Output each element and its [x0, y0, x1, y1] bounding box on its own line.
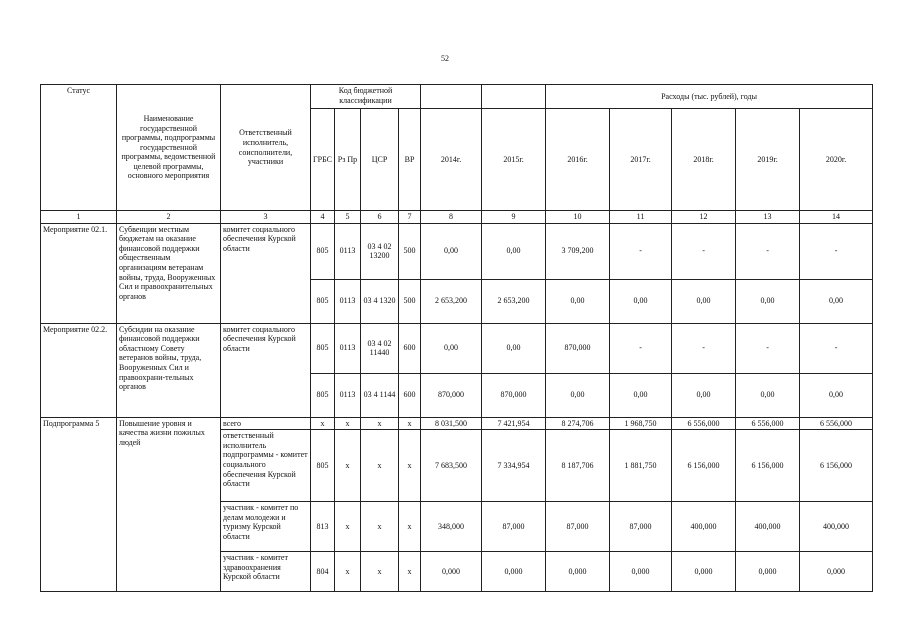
- rzpr-cell: 0113: [335, 323, 361, 373]
- value-cell: 0,00: [421, 323, 482, 373]
- value-cell: 0,000: [546, 552, 610, 592]
- column-numbers-row: [41, 211, 873, 224]
- status-cell: Мероприятие 02.1.: [41, 223, 117, 323]
- vr-cell: 500: [399, 279, 421, 323]
- rzpr-cell: 0113: [335, 373, 361, 417]
- budget-table: [40, 84, 873, 592]
- grbs-cell: 804: [311, 552, 335, 592]
- value-cell: 7 334,954: [482, 430, 546, 502]
- column-number: 6: [361, 211, 399, 224]
- vr-cell: 600: [399, 373, 421, 417]
- rzpr-cell: x: [335, 552, 361, 592]
- value-cell: 6 156,000: [800, 430, 873, 502]
- csr-cell: x: [361, 502, 399, 552]
- header-year: 2017г.: [610, 109, 672, 211]
- value-cell: 87,000: [546, 502, 610, 552]
- header-blank-2014: [421, 85, 482, 109]
- csr-cell: 03 4 02 11440: [361, 323, 399, 373]
- header-year: 2016г.: [546, 109, 610, 211]
- value-cell: -: [736, 223, 800, 279]
- column-number: 4: [311, 211, 335, 224]
- executor-cell: всего: [221, 417, 311, 430]
- value-cell: 6 556,000: [800, 417, 873, 430]
- value-cell: 7 683,500: [421, 430, 482, 502]
- value-cell: 8 187,706: [546, 430, 610, 502]
- table-row: [41, 417, 873, 430]
- column-number: 12: [672, 211, 736, 224]
- csr-cell: x: [361, 417, 399, 430]
- header-grbs: ГРБС: [311, 109, 335, 211]
- value-cell: 0,00: [736, 279, 800, 323]
- value-cell: 0,00: [672, 279, 736, 323]
- rzpr-cell: x: [335, 430, 361, 502]
- column-number: 11: [610, 211, 672, 224]
- rzpr-cell: x: [335, 502, 361, 552]
- value-cell: 0,00: [482, 323, 546, 373]
- header-year: 2014г.: [421, 109, 482, 211]
- grbs-cell: 805: [311, 223, 335, 279]
- name-cell: Субсидии на оказание финансовой поддержки областному Совету ветеранов войны, труда, Вооруженных Сил и правоохрани-тельных органов: [117, 323, 221, 417]
- header-name: Наименование государственной программы, подпрограммы государственной программы, ведомственной целевой программы, основного мероприятия: [117, 85, 221, 211]
- grbs-cell: 805: [311, 279, 335, 323]
- table-row: [41, 323, 873, 373]
- header-blank-2015: [482, 85, 546, 109]
- value-cell: -: [800, 223, 873, 279]
- name-cell: Повышение уровня и качества жизни пожилых людей: [117, 417, 221, 592]
- grbs-cell: 805: [311, 323, 335, 373]
- table-row: [41, 223, 873, 279]
- header-status: Статус: [41, 85, 117, 211]
- value-cell: 400,000: [800, 502, 873, 552]
- value-cell: 0,00: [610, 279, 672, 323]
- value-cell: 87,000: [482, 502, 546, 552]
- csr-cell: x: [361, 552, 399, 592]
- value-cell: -: [736, 323, 800, 373]
- value-cell: 1 968,750: [610, 417, 672, 430]
- header-vr: ВР: [399, 109, 421, 211]
- vr-cell: x: [399, 430, 421, 502]
- value-cell: -: [672, 223, 736, 279]
- executor-cell: ответственный исполнитель подпрограммы - комитет социального обеспечения Курской области: [221, 430, 311, 502]
- value-cell: -: [672, 323, 736, 373]
- grbs-cell: 813: [311, 502, 335, 552]
- table-header: [41, 85, 873, 224]
- column-number: 2: [117, 211, 221, 224]
- value-cell: 0,00: [736, 373, 800, 417]
- executor-cell: комитет социального обеспечения Курской области: [221, 323, 311, 417]
- value-cell: 2 653,200: [482, 279, 546, 323]
- value-cell: 0,00: [610, 373, 672, 417]
- csr-cell: x: [361, 430, 399, 502]
- grbs-cell: 805: [311, 373, 335, 417]
- rzpr-cell: 0113: [335, 223, 361, 279]
- column-number: 13: [736, 211, 800, 224]
- value-cell: 348,000: [421, 502, 482, 552]
- value-cell: 2 653,200: [421, 279, 482, 323]
- column-number: 3: [221, 211, 311, 224]
- header-expenses: Расходы (тыс. рублей), годы: [546, 85, 873, 109]
- value-cell: 0,00: [546, 279, 610, 323]
- value-cell: 6 156,000: [672, 430, 736, 502]
- value-cell: 870,000: [482, 373, 546, 417]
- csr-cell: 03 4 1144: [361, 373, 399, 417]
- value-cell: 6 556,000: [736, 417, 800, 430]
- page-number: 52: [441, 54, 449, 63]
- header-year: 2015г.: [482, 109, 546, 211]
- header-year: 2020г.: [800, 109, 873, 211]
- vr-cell: 500: [399, 223, 421, 279]
- value-cell: 0,000: [610, 552, 672, 592]
- value-cell: 0,00: [800, 373, 873, 417]
- value-cell: -: [610, 323, 672, 373]
- value-cell: 0,00: [800, 279, 873, 323]
- value-cell: 6 156,000: [736, 430, 800, 502]
- header-executor: Ответственный исполнитель, соисполнители, участники: [221, 85, 311, 211]
- executor-cell: комитет социального обеспечения Курской области: [221, 223, 311, 323]
- vr-cell: x: [399, 502, 421, 552]
- value-cell: 0,000: [482, 552, 546, 592]
- value-cell: 870,000: [421, 373, 482, 417]
- value-cell: 8 031,500: [421, 417, 482, 430]
- value-cell: 870,000: [546, 323, 610, 373]
- csr-cell: 03 4 02 13200: [361, 223, 399, 279]
- header-year: 2018г.: [672, 109, 736, 211]
- vr-cell: x: [399, 417, 421, 430]
- column-number: 1: [41, 211, 117, 224]
- value-cell: 0,00: [482, 223, 546, 279]
- value-cell: 0,000: [421, 552, 482, 592]
- value-cell: 3 709,200: [546, 223, 610, 279]
- column-number: 9: [482, 211, 546, 224]
- value-cell: 0,00: [672, 373, 736, 417]
- column-number: 10: [546, 211, 610, 224]
- value-cell: 400,000: [736, 502, 800, 552]
- header-budget-code: Код бюджетной классификации: [311, 85, 421, 109]
- column-number: 7: [399, 211, 421, 224]
- value-cell: 0,000: [736, 552, 800, 592]
- csr-cell: 03 4 1320: [361, 279, 399, 323]
- value-cell: 6 556,000: [672, 417, 736, 430]
- value-cell: -: [800, 323, 873, 373]
- header-csr: ЦСР: [361, 109, 399, 211]
- column-number: 14: [800, 211, 873, 224]
- value-cell: 400,000: [672, 502, 736, 552]
- grbs-cell: 805: [311, 430, 335, 502]
- name-cell: Субвенции местным бюджетам на оказание финансовой поддержки общественным организациям ветеранам войны, труда, Вооруженных Сил и правоохранительных органов: [117, 223, 221, 323]
- value-cell: 0,00: [546, 373, 610, 417]
- column-number: 5: [335, 211, 361, 224]
- value-cell: 1 881,750: [610, 430, 672, 502]
- executor-cell: участник - комитет здравоохранения Курской области: [221, 552, 311, 592]
- rzpr-cell: 0113: [335, 279, 361, 323]
- value-cell: 0,00: [421, 223, 482, 279]
- header-rzpr: Рз Пр: [335, 109, 361, 211]
- grbs-cell: x: [311, 417, 335, 430]
- rzpr-cell: x: [335, 417, 361, 430]
- value-cell: 0,000: [800, 552, 873, 592]
- column-number: 8: [421, 211, 482, 224]
- value-cell: 7 421,954: [482, 417, 546, 430]
- vr-cell: x: [399, 552, 421, 592]
- executor-cell: участник - комитет по делам молодежи и туризму Курской области: [221, 502, 311, 552]
- value-cell: 0,000: [672, 552, 736, 592]
- status-cell: Мероприятие 02.2.: [41, 323, 117, 417]
- status-cell: Подпрограмма 5: [41, 417, 117, 592]
- header-year: 2019г.: [736, 109, 800, 211]
- value-cell: 8 274,706: [546, 417, 610, 430]
- value-cell: 87,000: [610, 502, 672, 552]
- vr-cell: 600: [399, 323, 421, 373]
- value-cell: -: [610, 223, 672, 279]
